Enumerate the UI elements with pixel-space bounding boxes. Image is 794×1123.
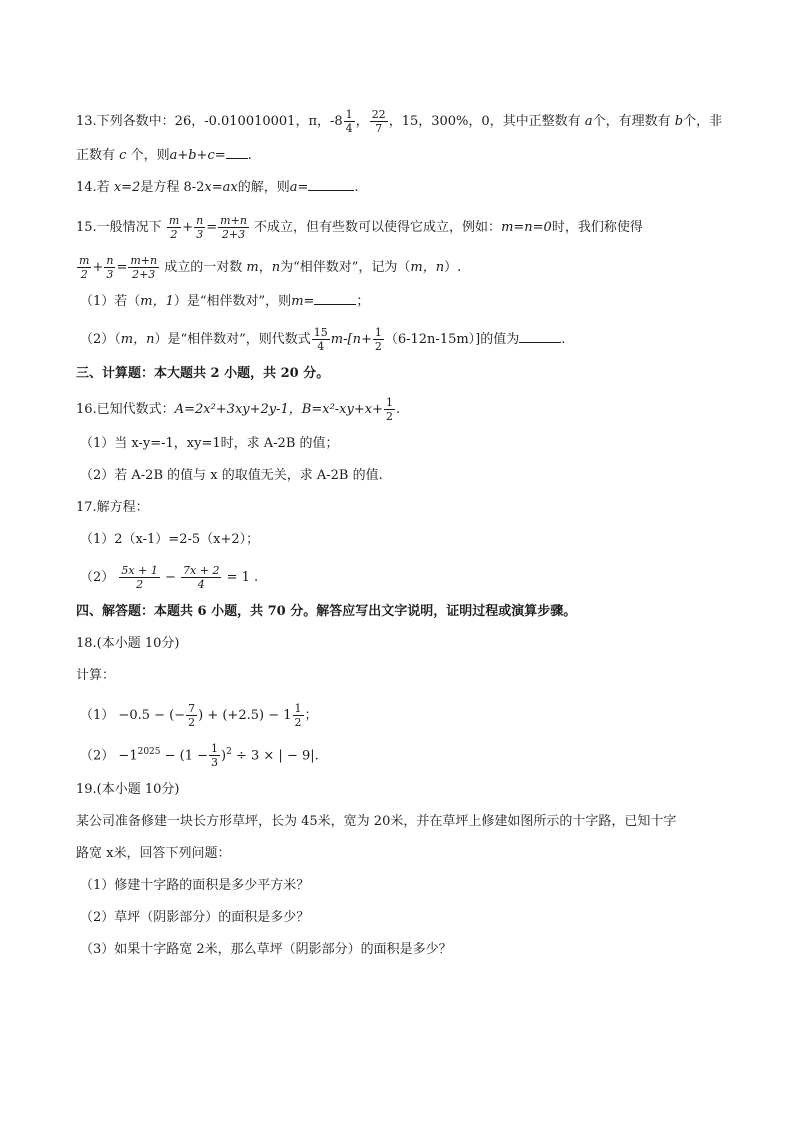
q15-text-d: 成立的一对数 — [164, 260, 243, 275]
q18-s2-fraction-third: $\frac{1}{3}$ — [211, 742, 219, 770]
q15-equals: = — [206, 220, 218, 235]
question-16 — [76, 396, 400, 423]
q13-answer-blank[interactable] — [226, 144, 248, 159]
question-19-title: 19.(本小题 10分) — [76, 782, 180, 797]
question-13-line-2 — [76, 144, 252, 166]
q13-expression: a+b+c= — [169, 148, 226, 163]
question-17-sub-1: （1）2（x-1）=2-5（x+2）； — [80, 532, 260, 547]
question-19-sub-3: （3）如果十字路宽 2米，那么草坪（阴影部分）的面积是多少？ — [80, 942, 452, 957]
q15-text-a: 15.一般情况下 — [76, 220, 162, 235]
q13-text-l2b: 个，则 — [130, 148, 170, 163]
q18-s1-label: （1） — [80, 708, 115, 723]
q15-text-e: 为“相伴数对”，记为（ — [280, 260, 411, 275]
q13-text-b: ，15，300%，0，其中正整数有 — [388, 114, 581, 129]
question-16-sub-2: （2）若 A-2B 的值与 x 的取值无关，求 A-2B 的值. — [80, 468, 383, 483]
question-18-title: 18.(本小题 10分) — [76, 636, 180, 651]
question-13-line-1 — [76, 108, 722, 135]
q13-text-l2a: 正数有 — [76, 148, 116, 163]
q15-s2-end: . — [561, 332, 566, 347]
question-18-sub-2 — [80, 742, 319, 769]
question-18-calc: 计算： — [76, 668, 116, 683]
question-19-para-2: 路宽 x米，回答下列问题： — [76, 846, 231, 861]
q14-text-a: 14.若 — [76, 180, 110, 195]
question-15-sub-2 — [80, 326, 565, 353]
q15-s1-var: m= — [291, 294, 315, 309]
q15-var-n: n — [271, 260, 281, 275]
q14-equation: x=ax — [204, 180, 238, 195]
q17-fraction-1: $\frac{5x + 1}{2}$ — [121, 564, 158, 591]
q15-var-m: m — [246, 260, 259, 275]
q16-end: . — [395, 402, 401, 417]
q18-s2-exponent: 2025 — [137, 747, 161, 757]
q18-s2-text-c: − (1 − — [160, 748, 209, 764]
q13-text-d: 个，非 — [683, 114, 723, 129]
q18-s1-fraction-half: $\frac{1}{2}$ — [294, 702, 302, 729]
q15-s1-end: ； — [356, 294, 370, 309]
q15-text-f: ）. — [444, 260, 462, 275]
q15-fraction-m2-b: $\frac{m}{2}$ — [79, 254, 90, 281]
q15-plus-b: + — [92, 260, 104, 275]
q15-s2-fraction-half: $\frac{1}{2}$ — [374, 326, 382, 353]
q13-fraction-1: $\frac{1}{4}$ — [345, 108, 353, 135]
q14-answer-blank[interactable] — [308, 176, 354, 191]
q18-s2-exponent-2: 2 — [226, 747, 232, 757]
q16-expression: A=2x²+3xy+2y-1，B=x²-xy+x+ — [174, 402, 383, 417]
q15-s1-pair: m，1 — [140, 294, 174, 309]
q15-equals-b: = — [116, 260, 128, 275]
q14-condition: x=2 — [113, 180, 141, 195]
q13-end: . — [247, 148, 252, 163]
q14-text-c: 的解，则 — [237, 180, 290, 195]
q15-fraction-m2: $\frac{m}{2}$ — [168, 214, 180, 241]
q13-separator: ， — [355, 114, 369, 129]
q13-text-a: 13.下列各数中：26，-0.010010001，π，-8 — [76, 114, 343, 129]
q18-s2-text-b: −1 — [118, 748, 138, 764]
q17-s2-end: = 1 . — [226, 570, 259, 585]
q15-text-b: 不成立，但有些数可以使得它成立，例如： — [254, 220, 502, 235]
q15-plus: + — [182, 220, 194, 235]
q18-s1-end: ； — [304, 708, 318, 723]
q13-var-b: b — [674, 114, 684, 129]
q16-text-a: 16.已知代数式： — [76, 402, 175, 417]
q15-s2-pair: m，n — [120, 332, 155, 347]
q18-s2-text-e: ÷ 3 × | − 9|. — [231, 748, 319, 764]
q15-s1-answer-blank[interactable] — [314, 290, 356, 305]
q16-fraction: $\frac{1}{2}$ — [385, 396, 393, 423]
question-16-sub-1: （1）当 x-y=-1，xy=1时，求 A-2B 的值； — [80, 436, 339, 451]
q15-s2-answer-blank[interactable] — [519, 328, 561, 343]
q14-var-a: a= — [289, 180, 309, 195]
q18-s1-text-b: −0.5 − (− — [118, 708, 186, 723]
question-17-sub-2 — [80, 564, 258, 591]
q18-s2-label: （2） — [80, 748, 115, 764]
q17-fraction-2: $\frac{7x + 2}{4}$ — [183, 564, 220, 591]
q15-s2-fraction-15-4: $\frac{15}{4}$ — [313, 326, 328, 353]
section-4-heading: 四、解答题：本题共 6 小题，共 70 分。解答应写出文字说明，证明过程或演算步骤。 — [76, 604, 577, 619]
q18-s1-fraction-7-2: $\frac{7}{2}$ — [188, 702, 196, 729]
q15-s2-text-c: m-[n+ — [330, 332, 372, 347]
q15-fraction-n3: $\frac{n}{3}$ — [196, 214, 204, 241]
question-18-sub-1 — [80, 702, 318, 729]
q18-s1-text-c: ) + (+2.5) − 1 — [198, 708, 292, 723]
section-3-heading: 三、计算题：本大题共 2 小题，共 20 分。 — [76, 366, 330, 381]
q14-end: . — [354, 180, 359, 195]
q15-comma: ， — [258, 260, 272, 275]
q15-fraction-n3-b: $\frac{n}{3}$ — [106, 254, 114, 281]
q15-fraction-sum: $\frac{m+n}{2+3}$ — [220, 214, 247, 241]
q15-pair: m，n — [410, 260, 445, 275]
q17-minus: − — [164, 570, 176, 585]
q15-text-c: 时，我们称使得 — [551, 220, 643, 235]
question-19-sub-1: （1）修建十字路的面积是多少平方米？ — [80, 878, 310, 893]
q15-s1-text-b: ）是“相伴数对”，则 — [173, 294, 292, 309]
q13-var-a: a — [584, 114, 593, 129]
question-15-line-2 — [76, 254, 461, 281]
q13-var-c: c — [119, 148, 127, 163]
q15-s2-text-d: （6-12n-15m）]的值为 — [384, 332, 520, 347]
question-15-sub-1 — [80, 290, 369, 312]
q15-example: m=n=0 — [501, 220, 552, 235]
q15-fraction-sum-b: $\frac{m+n}{2+3}$ — [130, 254, 158, 281]
question-14 — [76, 176, 359, 198]
question-19-sub-2: （2）草坪（阴影部分）的面积是多少？ — [80, 910, 310, 925]
q13-fraction-2: $\frac{22}{7}$ — [371, 108, 386, 135]
q14-text-b: 是方程 8-2 — [140, 180, 205, 195]
q15-s1-text-a: （1）若（ — [80, 294, 141, 309]
q13-text-c: 个，有理数有 — [592, 114, 671, 129]
q18-s2-text-d: ) — [221, 748, 227, 764]
q17-s2-label: （2） — [80, 570, 115, 585]
question-19-para-1: 某公司准备修建一块长方形草坪，长为 45米，宽为 20米，并在草坪上修建如图所示的十字路，已知十字 — [76, 814, 677, 829]
question-17-title: 17.解方程： — [76, 500, 149, 515]
q15-s2-text-b: ）是“相伴数对”，则代数式 — [154, 332, 311, 347]
question-15-line-1 — [76, 214, 643, 241]
q15-s2-text-a: （2）（ — [80, 332, 121, 347]
